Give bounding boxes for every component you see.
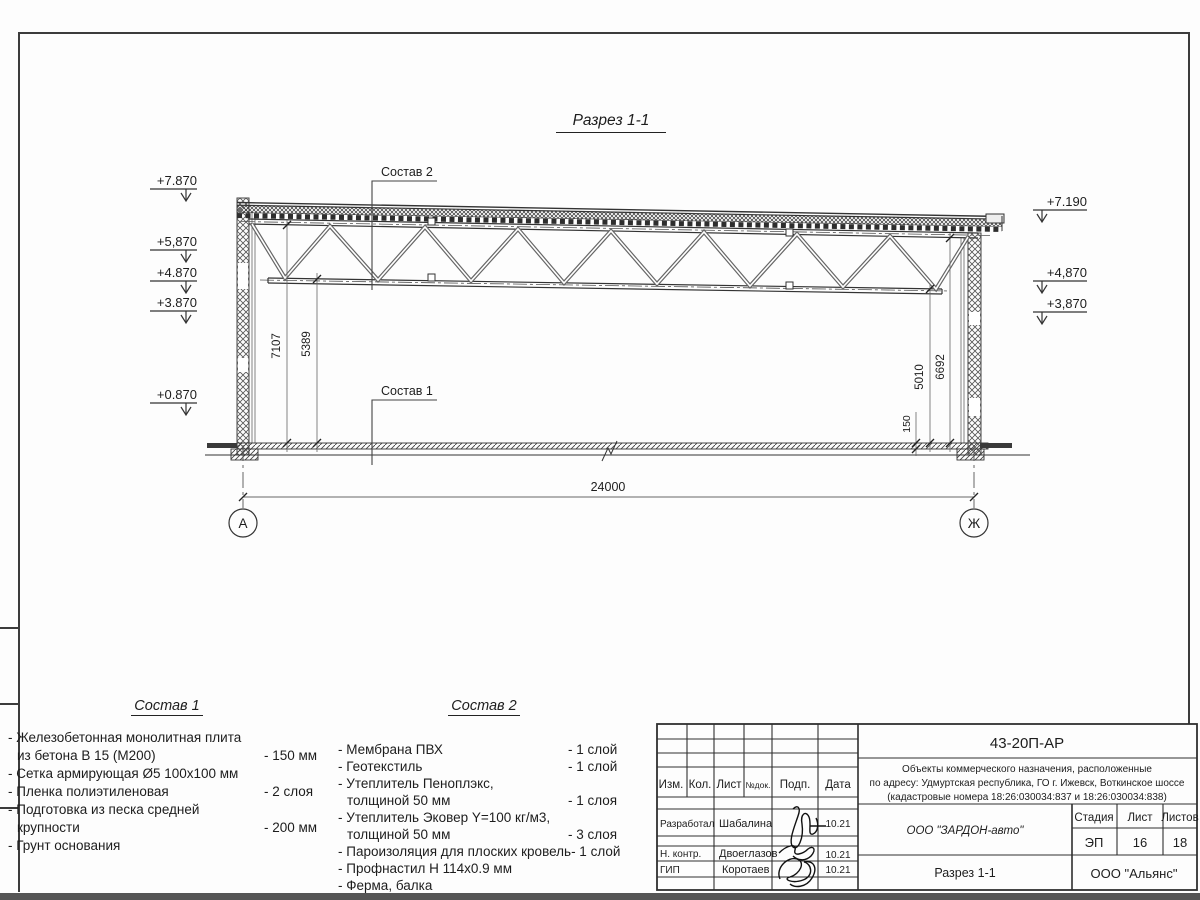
svg-text:+4,870: +4,870 — [1046, 265, 1087, 280]
level-mark-left-3870 — [150, 295, 197, 323]
svg-text:+7.870: +7.870 — [156, 173, 197, 188]
level-mark-right-4870 — [1033, 265, 1087, 293]
level-mark-left-0870 — [150, 387, 197, 415]
stage-label: Стадия — [1074, 812, 1114, 824]
sheets-label: Листов — [1161, 812, 1199, 824]
stage-value: ЭП — [1084, 835, 1104, 850]
role-3: ГИП — [660, 865, 680, 876]
level-mark-left-7870 — [150, 173, 197, 201]
sostav1-heading: Состав 1 — [8, 698, 326, 716]
sheet-value: 16 — [1132, 835, 1148, 850]
list-item: - Утеплитель Пеноплэкс, — [338, 776, 494, 791]
level-mark-right-7190 — [1033, 194, 1087, 222]
page-title: Разрез 1-1 — [556, 112, 666, 133]
sheets-value: 18 — [1172, 835, 1188, 850]
svg-text:+3,870: +3,870 — [1046, 296, 1087, 311]
list-item: - Мембрана ПВХ - 1 слой — [338, 742, 618, 757]
svg-text:+7.190: +7.190 — [1046, 194, 1087, 209]
role-1: Разработал — [660, 819, 715, 830]
dim-7107 — [271, 220, 291, 452]
col-podp: Подп. — [779, 779, 811, 791]
svg-text:5010: 5010 — [914, 364, 926, 390]
list-item: - Профнастил Н 114х0.9 мм — [338, 861, 512, 876]
col-data: Дата — [825, 779, 851, 791]
col-kol: Кол. — [688, 779, 712, 791]
list-item: - Подготовка из песка средней — [8, 802, 200, 817]
col-list: Лист — [716, 779, 742, 791]
sheet-label: Лист — [1127, 812, 1153, 824]
level-mark-left-4870 — [150, 265, 197, 293]
list-item: - Железобетонная монолитная плита — [8, 730, 242, 745]
date-2: 10.21 — [825, 850, 851, 861]
level-mark-left-5870 — [150, 234, 197, 262]
col-izm: Изм. — [658, 779, 684, 791]
list-item: - Геотекстиль - 1 слой — [338, 759, 618, 774]
list-item: - Утеплитель Эковер Y=100 кг/м3, — [338, 810, 551, 825]
svg-text:24000: 24000 — [590, 480, 626, 494]
name-1: Шабалина — [719, 818, 773, 830]
svg-text:+4.870: +4.870 — [156, 265, 197, 280]
signatures — [779, 807, 826, 887]
col-ndok: №док. — [745, 780, 771, 790]
list-item: крупности - 200 мм — [17, 820, 318, 835]
name-3: Коротаев — [722, 864, 770, 876]
company-name: ООО "Альянс" — [1090, 866, 1178, 881]
org-name: ООО "ЗАРДОН-авто" — [906, 825, 1024, 837]
svg-text:5389: 5389 — [301, 331, 313, 357]
list-item: - Грунт основания — [8, 838, 121, 853]
svg-text:7107: 7107 — [271, 333, 283, 359]
svg-text:6692: 6692 — [935, 354, 947, 380]
svg-text:Ж: Ж — [967, 516, 981, 531]
date-1: 10.21 — [825, 819, 851, 830]
svg-text:Состав 2: Состав 2 — [381, 165, 433, 179]
project-line-1: Объекты коммерческого назначения, расположенные — [902, 764, 1152, 775]
svg-text:150: 150 — [901, 415, 913, 433]
svg-text:+0.870: +0.870 — [156, 387, 197, 402]
sheet-title: Разрез 1-1 — [934, 866, 996, 880]
signature-3 — [779, 859, 815, 887]
list-item: - Пленка полиэтиленовая - 2 слоя — [8, 784, 314, 799]
dim-5389 — [301, 273, 321, 452]
list-item: толщиной 50 мм - 3 слоя — [347, 827, 618, 842]
date-3: 10.21 — [825, 865, 851, 876]
sostav2-heading: Состав 2 — [338, 698, 630, 716]
svg-text:+3.870: +3.870 — [156, 295, 197, 310]
role-2: Н. контр. — [660, 849, 702, 860]
left-wall — [237, 198, 255, 455]
dim-24000 — [239, 480, 978, 501]
sostav1-list — [8, 698, 326, 855]
list-item: толщиной 50 мм - 1 слоя — [347, 793, 618, 808]
list-item: - Сетка армирующая Ø5 100х100 мм — [8, 766, 239, 781]
list-item: из бетона В 15 (М200) - 150 мм — [17, 748, 318, 763]
list-item: - Ферма, балка — [338, 878, 433, 893]
doc-number: 43-20П-АР — [989, 735, 1065, 752]
title-block — [640, 710, 1200, 900]
svg-text:+5,870: +5,870 — [156, 234, 197, 249]
project-line-3: (кадастровые номера 18:26:030034:837 и 18:26:030034:838) — [887, 792, 1167, 803]
callout-sostav1 — [372, 384, 437, 465]
list-item: - Пароизоляция для плоских кровель - 1 слой — [338, 844, 621, 859]
svg-text:Состав 1: Состав 1 — [381, 384, 433, 398]
project-line-2: по адресу: Удмуртская республика, ГО г. Ижевск, Воткинское шоссе — [869, 778, 1185, 789]
svg-text:А: А — [238, 516, 248, 531]
sostav2-list — [338, 698, 630, 894]
name-2: Двоеглазов — [719, 848, 778, 860]
right-wall — [961, 233, 981, 455]
signature-1 — [791, 807, 826, 848]
dim-5010 — [914, 284, 934, 452]
level-mark-right-3870 — [1033, 296, 1087, 324]
